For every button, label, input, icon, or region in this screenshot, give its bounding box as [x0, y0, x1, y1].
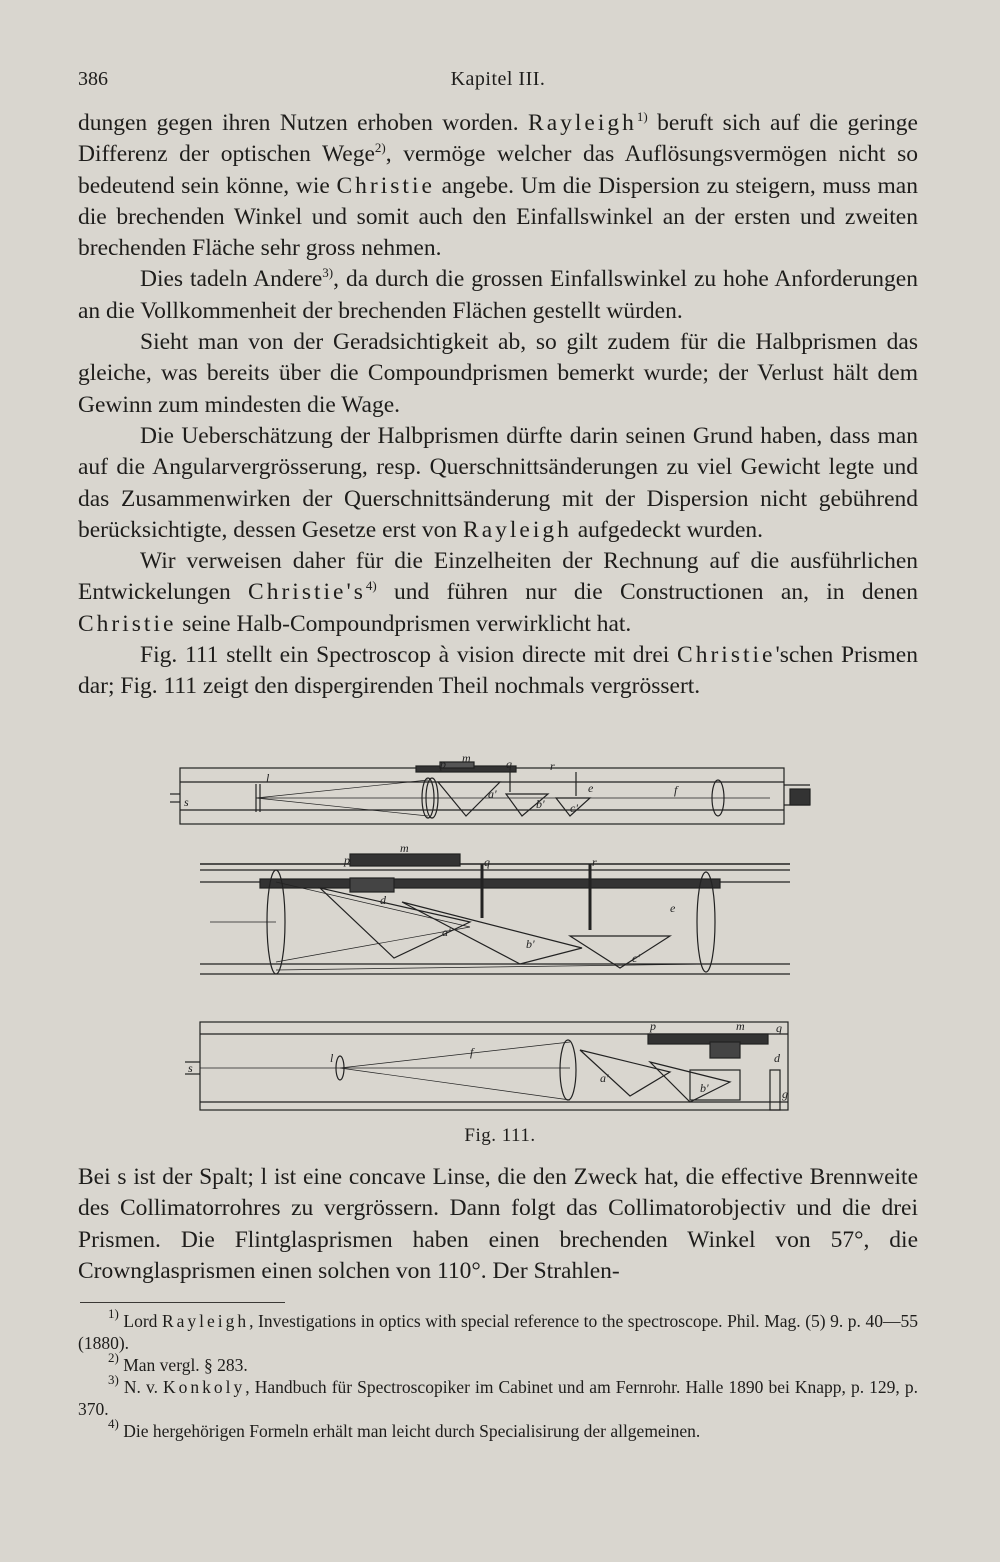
fig2-label-e: e: [670, 901, 676, 915]
text-run: Fig. 111 stellt ein Spectroscop à vision directe mit drei: [140, 642, 678, 669]
page-number: 386: [78, 68, 108, 90]
running-header: [78, 68, 918, 98]
fig2-label-a: a': [442, 925, 451, 939]
spaced-name: Rayleigh: [463, 516, 572, 543]
spectroscope-figure: [170, 752, 830, 1162]
fig-label-p: p: [440, 757, 446, 771]
footnote-rule: [80, 1302, 285, 1303]
spaced-name: Christie: [677, 642, 776, 669]
text-run: N. v.: [118, 1377, 164, 1397]
text-run: Wir verweisen daher für die Einzelheiten der Rechnung auf die ausführlichen Entwickelungen: [78, 548, 918, 606]
text-run: beruft sich auf die geringe Differenz der optischen Wege: [78, 110, 918, 168]
fig3-label-q: q: [776, 1021, 782, 1035]
fig-label-e: e: [588, 781, 594, 795]
figure-caption: Fig. 111.: [464, 1125, 536, 1146]
footnote-ref: 3): [322, 265, 334, 281]
fig-label-b: b': [536, 797, 545, 811]
fig2-label-d: d: [380, 893, 386, 907]
spaced-name: Rayleigh: [161, 1311, 250, 1331]
paragraph: [78, 108, 918, 264]
chapter-title: Kapitel III.: [450, 68, 546, 90]
footnote: [78, 1350, 918, 1376]
fig2-label-p: p: [344, 853, 350, 867]
spaced-name: Christie: [78, 610, 177, 637]
fig3-label-d: d: [774, 1051, 780, 1065]
paragraph: Bei s ist der Spalt; l ist eine concave Linse, die den Zweck hat, die effective Brennweite des Collimatorrohres zu vergrössern. Dann folgt das Collimatorobjectiv und die drei Prismen. Die Flintglasprismen haben einen brechenden Winkel von 57°, die Crownglasprismen einen solchen von 110°. Der Strahlen-: [78, 1164, 918, 1284]
fig3-label-m: m: [736, 1019, 745, 1033]
footnotes: [78, 1306, 918, 1442]
fig-top-tube: [180, 768, 784, 824]
footnote: [78, 1372, 918, 1420]
spaced-name: Christie's: [248, 579, 366, 606]
fig-label-a: a': [488, 787, 497, 801]
footnote-mark: 4): [108, 1416, 119, 1431]
body-text-continued: [78, 1162, 918, 1287]
footnote-mark: 3): [108, 1372, 119, 1387]
text-run: seine Halb-Compoundprismen verwirklicht hat.: [176, 610, 632, 637]
fig3-label-b: b': [700, 1081, 709, 1095]
footnote: [78, 1416, 918, 1442]
fig-label-f: f: [674, 783, 678, 797]
text-run: Dies tadeln Andere: [140, 266, 323, 293]
footnote-ref: 1): [636, 109, 648, 124]
fig2-label-q: q: [484, 855, 490, 869]
fig-label-c: c': [570, 801, 578, 815]
fig2-label-b: b': [526, 937, 535, 951]
fig3-label-p: p: [650, 1019, 656, 1033]
paragraph: [78, 264, 918, 327]
fig-label-q: q: [506, 757, 512, 771]
text-run: dungen gegen ihren Nutzen erhoben worden.: [78, 110, 529, 136]
footnote-mark: 1): [108, 1306, 119, 1321]
fig3-label-a: a': [600, 1071, 609, 1085]
fig-label-s: s: [184, 795, 189, 809]
footnote: [78, 1306, 918, 1354]
text-run: , vermöge welcher das Auflösungsvermögen nicht so bedeutend sein könne, wie: [78, 141, 918, 199]
text-run: angebe. Um die Dispersion zu steigern, muss man die brechenden Winkel und somit auch den Einfallswinkel an der ersten und zweiten brechenden Fläche sehr gross nehmen.: [78, 172, 918, 262]
footnote-ref: 4): [365, 578, 377, 594]
text-run: Sieht man von der Geradsichtigkeit ab, so gilt zudem für die Halbprismen das gleiche, was bereits über die Compoundprismen bemerkt wurde; der Verlust hält dem Gewinn zum mindesten die Wage.: [78, 329, 918, 418]
fig-label-r: r: [550, 759, 555, 773]
footnote-ref: 2): [374, 140, 386, 156]
paragraph: [78, 640, 918, 703]
body-text: [78, 108, 918, 703]
text-run: , Investigations in optics with special reference to the spectroscope. Phil. Mag. (5) 9. p. 40—55 (1880).: [78, 1311, 918, 1353]
spaced-name: Christie: [336, 172, 435, 199]
footnote-mark: 2): [108, 1350, 119, 1365]
fig2-label-c: c': [632, 951, 640, 965]
fig-label-m: m: [462, 752, 471, 765]
fig3-label-l: l: [330, 1051, 334, 1065]
text-run: , Handbuch für Spectroscopiker im Cabinet und am Fernrohr. Halle 1890 bei Knapp, p. 129, p. 370.: [78, 1377, 918, 1419]
text-run: 'schen Prismen dar; Fig. 111 zeigt den dispergirenden Theil nochmals vergrössert.: [78, 642, 918, 700]
spaced-name: Rayleigh: [528, 110, 637, 136]
text-run: Lord: [118, 1311, 162, 1331]
paragraph: [78, 421, 918, 546]
fig3-label-g: g: [782, 1087, 788, 1101]
text-run: , da durch die grossen Einfallswinkel zu hohe Anforderungen an die Vollkommenheit der brechenden Flächen gestellt würden.: [78, 266, 918, 324]
paragraph: [78, 546, 918, 640]
text-run: und führen nur die Constructionen an, in denen: [376, 579, 918, 606]
text-run: Man vergl. § 283.: [118, 1355, 248, 1375]
fig3-label-s: s: [188, 1061, 193, 1075]
fig2-label-r: r: [592, 855, 597, 869]
text-run: aufgedeckt wurden.: [571, 516, 764, 543]
text-run: Die Ueberschätzung der Halbprismen dürfte darin seinen Grund haben, dass man auf die Angularvergrösserung, resp. Querschnittsänderungen zu viel Gewicht legte und das Zusammenwirken der Querschnittsänderung mit der Dispersion nicht gebührend berücksichtigte, dessen Gesetze erst von: [78, 422, 918, 543]
paragraph: [78, 327, 918, 421]
fig3-label-f: f: [470, 1045, 474, 1059]
spaced-name: Konkoly: [163, 1377, 246, 1397]
fig-label-l: l: [266, 771, 270, 785]
fig2-label-m: m: [400, 841, 409, 855]
text-run: Die hergehörigen Formeln erhält man leicht durch Specialisirung der allgemeinen.: [118, 1421, 701, 1441]
